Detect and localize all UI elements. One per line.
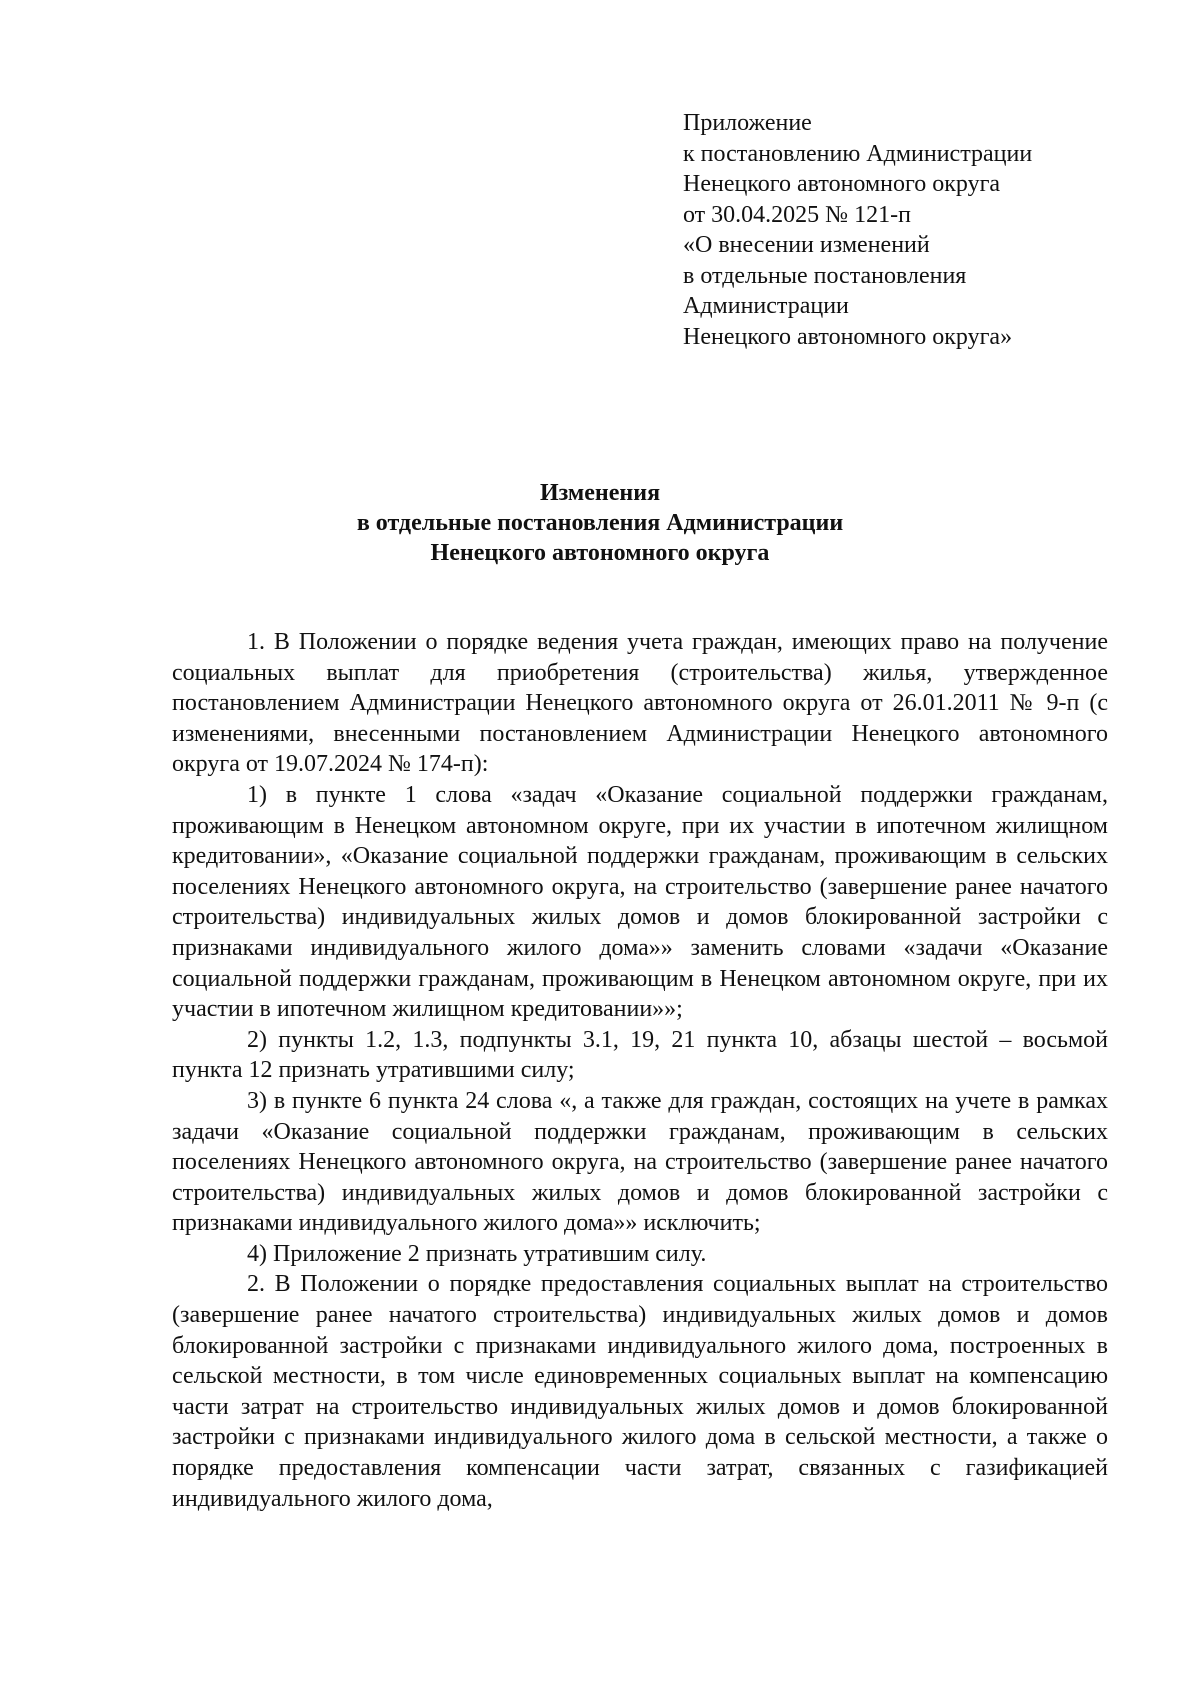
- appendix-line-1: Приложение: [683, 110, 812, 136]
- paragraph-1-item-1: 1) в пункте 1 слова «задач «Оказание социальной поддержки гражданам, проживающим в Ненецком автономном округе, при их участии в ипотечном жилищном кредитовании», «Оказание социальной поддержки гражданам, проживающим в сельских поселениях Ненецкого автономного округа, на строительство (завершение ранее начатого строительства) индивидуальных жилых домов и домов блокированной застройки с признаками индивидуального жилого дома»» заменить словами «задачи «Оказание социальной поддержки гражданам, проживающим в Ненецком автономном округе, при их участии в ипотечном жилищном кредитовании»»;: [172, 781, 1108, 1023]
- appendix-line-4: от 30.04.2025 № 121-п: [683, 201, 911, 228]
- appendix-header: [683, 108, 1143, 352]
- appendix-line-8: Ненецкого автономного округа»: [683, 323, 1013, 350]
- paragraph-1-item-2: 2) пункты 1.2, 1.3, подпункты 3.1, 19, 21 пункта 10, абзацы шестой – восьмой пункта 12 признать утратившими силу;: [172, 1026, 1108, 1084]
- appendix-line-7: Администрации: [683, 293, 849, 319]
- paragraph-2: 2. В Положении о порядке предоставления социальных выплат на строительство (завершение ранее начатого строительства) индивидуальных жилых домов и домов блокированной застройки с признаками индивидуального жилого дома, построенных в сельской местности, в том числе единовременных социальных выплат на компенсацию части затрат на строительство индивидуальных жилых домов и домов блокированной застройки с признаками индивидуального жилого дома в сельской местности, а также о порядке предоставления компенсации части затрат, связанных с газификацией индивидуального жилого дома,: [172, 1271, 1108, 1512]
- appendix-line-5: «О внесении изменений: [683, 232, 930, 258]
- title-line-1: Изменения: [539, 480, 661, 506]
- appendix-line-6: в отдельные постановления: [683, 262, 967, 289]
- title-line-2: в отдельные постановления Администрации: [356, 510, 844, 536]
- appendix-line-3: Ненецкого автономного округа: [683, 171, 1001, 197]
- paragraph-1-item-4: 4) Приложение 2 признать утратившим силу.: [247, 1240, 707, 1267]
- title-line-3: Ненецкого автономного округа: [430, 540, 770, 566]
- appendix-line-2: к постановлению Администрации: [683, 140, 1033, 167]
- document-body: [172, 627, 1108, 1514]
- paragraph-1-item-3: 3) в пункте 6 пункта 24 слова «, а также для граждан, состоящих на учете в рамках задачи «Оказание социальной поддержки гражданам, проживающим в сельских поселениях Ненецкого автономного округа, на строительство (завершение ранее начатого строительства) индивидуальных жилых домов и домов блокированной застройки с признаками индивидуального жилого дома»» исключить;: [172, 1087, 1108, 1237]
- document-title: [170, 478, 1030, 568]
- paragraph-1: 1. В Положении о порядке ведения учета граждан, имеющих право на получение социальных выплат для приобретения (строительства) жилья, утвержденное постановлением Администрации Ненецкого автономного округа от 26.01.2011 № 9-п (с изменениями, внесенными постановлением Администрации Ненецкого автономного округа от 19.07.2024 № 174-п):: [172, 629, 1108, 778]
